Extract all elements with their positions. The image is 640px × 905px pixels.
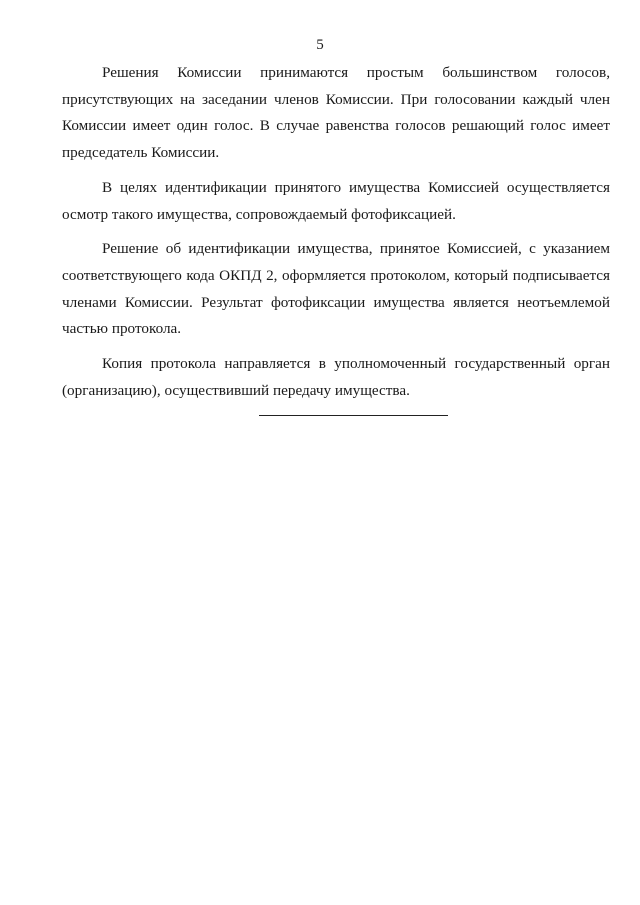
end-separator-line xyxy=(259,415,448,416)
paragraph-copy: Копия протокола направляется в уполномоченный государственный орган (организацию), осуществивший передачу имущества. xyxy=(62,355,610,399)
document-body xyxy=(62,60,610,412)
page-number: 5 xyxy=(316,37,324,53)
paragraph-identification: В целях идентификации принятого имущества Комиссией осуществляется осмотр такого имущества, сопровождаемый фотофиксацией. xyxy=(62,178,610,223)
paragraph-voting: Решения Комиссии принимаются простым большинством голосов, присутствующих на заседании членов Комиссии. При голосовании каждый член Комиссии имеет один голос. В случае равенства голосов решающий голос имеет председатель Комиссии. xyxy=(62,64,610,162)
paragraph-protocol: Решение об идентификации имущества, принятое Комиссией, с указанием соответствующего кода ОКПД 2, оформляется протоколом, который подписывается членами Комиссии. Результат фотофиксации имущества является неотъемлемой частью протокола. xyxy=(62,240,610,338)
